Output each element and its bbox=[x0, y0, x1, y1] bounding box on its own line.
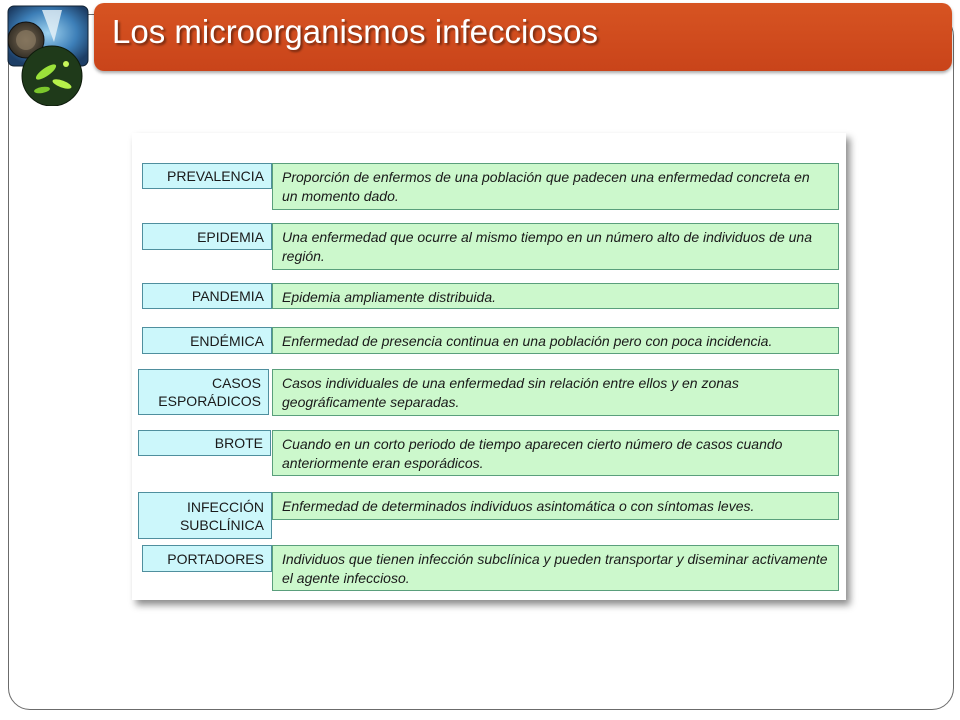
definition-prevalencia: Proporción de enfermos de una población que padecen una enfermedad concreta en un momento dado. bbox=[272, 163, 839, 210]
term-brote: BROTE bbox=[138, 430, 271, 456]
term-prevalencia: PREVALENCIA bbox=[142, 163, 272, 189]
definition-brote: Cuando en un corto periodo de tiempo aparecen cierto número de casos cuando anteriormente eran esporádicos. bbox=[272, 430, 839, 476]
definition-endemica: Enfermedad de presencia continua en una población pero con poca incidencia. bbox=[272, 327, 839, 354]
definition-portadores: Individuos que tienen infección subclínica y pueden transportar y diseminar activamente el agente infeccioso. bbox=[272, 545, 839, 591]
definition-epidemia: Una enfermedad que ocurre al mismo tiempo en un número alto de individuos de una región. bbox=[272, 223, 839, 270]
microorganism-logo-icon bbox=[2, 2, 98, 106]
term-pandemia: PANDEMIA bbox=[142, 283, 272, 309]
definitions-table bbox=[132, 133, 846, 600]
definition-pandemia: Epidemia ampliamente distribuida. bbox=[272, 283, 839, 309]
title-bar bbox=[94, 3, 952, 71]
definition-casos-esporadicos: Casos individuales de una enfermedad sin relación entre ellos y en zonas geográficamente separadas. bbox=[272, 369, 839, 416]
term-portadores: PORTADORES bbox=[142, 545, 272, 572]
slide-title: Los microorganismos infecciosos bbox=[112, 13, 599, 50]
definition-infeccion-subclinica: Enfermedad de determinados individuos asintomática o con síntomas leves. bbox=[272, 492, 839, 520]
term-casos-esporadicos: CASOS ESPORÁDICOS bbox=[138, 369, 269, 415]
term-endemica: ENDÉMICA bbox=[142, 327, 272, 354]
term-epidemia: EPIDEMIA bbox=[142, 223, 272, 250]
term-infeccion-subclinica: INFECCIÓN SUBCLÍNICA bbox=[138, 492, 272, 539]
